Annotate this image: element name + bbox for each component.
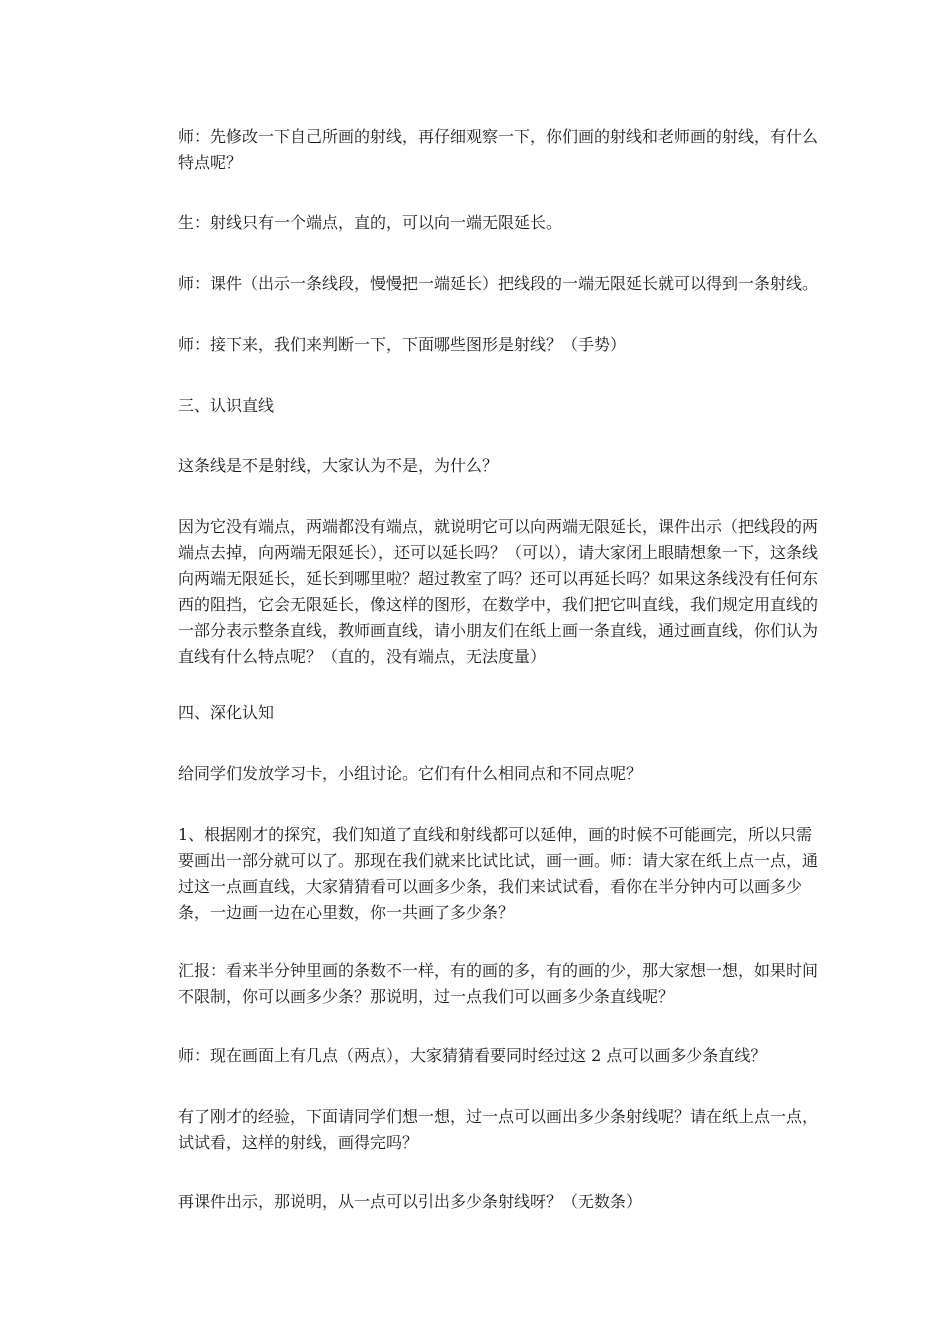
paragraph-rays-from-point: 有了刚才的经验，下面请同学们想一想，过一点可以画出多少条射线呢？请在纸上点一点，试试看，这样的射线，画得完吗？ (178, 1107, 819, 1152)
paragraph-student-ray-features: 生：射线只有一个端点，直的，可以向一端无限延长。 (178, 213, 563, 232)
section-heading-know-lines: 三、认识直线 (178, 396, 275, 415)
paragraph-teacher-observe-ray: 师：先修改一下自己所画的射线，再仔细观察一下，你们画的射线和老师画的射线，有什么特点呢？ (178, 127, 819, 172)
paragraph-infinite-rays: 再课件出示，那说明，从一点可以引出多少条射线呀？（无数条） (178, 1192, 643, 1211)
paragraph-learning-card: 给同学们发放学习卡，小组讨论。它们有什么相同点和不同点呢？ (178, 764, 643, 783)
paragraph-draw-through-point: 1、根据刚才的探究，我们知道了直线和射线都可以延伸，画的时候不可能画完，所以只需要画出一部分就可以了。那现在我们就来比试比试，画一画。师：请大家在纸上点一点，通过这一点画直线，大家猜猜看可以画多少条，我们来试试看，看你在半分钟内可以画多少条，一边画一边在心里数，你一共画了多少条？ (178, 825, 819, 922)
paragraph-line-explanation: 因为它没有端点，两端都没有端点，就说明它可以向两端无限延长，课件出示（把线段的两端点去掉，向两端无限延长），还可以延长吗？（可以），请大家闭上眼睛想象一下，这条线向两端无限延长，延长到哪里啦？超过教室了吗？还可以再延长吗？如果这条线没有任何东西的阻挡，它会无限延长，像这样的图形，在数学中，我们把它叫直线，我们规定用直线的一部分表示整条直线，教师画直线，请小朋友们在纸上画一条直线，通过画直线，你们认为直线有什么特点呢？（直的，没有端点，无法度量） (178, 517, 819, 666)
section-heading-deepen: 四、深化认知 (178, 703, 275, 722)
paragraph-is-it-ray: 这条线是不是射线，大家认为不是，为什么？ (178, 456, 499, 475)
paragraph-two-points: 师：现在画面上有几点（两点），大家猜猜看要同时经过这 2 点可以画多少条直线？ (178, 1046, 767, 1065)
paragraph-teacher-judge-rays: 师：接下来，我们来判断一下，下面哪些图形是射线？（手势） (178, 335, 627, 354)
paragraph-report: 汇报：看来半分钟里画的条数不一样，有的画的多，有的画的少，那大家想一想，如果时间不限制，你可以画多少条？那说明，过一点我们可以画多少条直线呢？ (178, 961, 819, 1006)
paragraph-teacher-courseware-ray: 师：课件（出示一条线段，慢慢把一端延长）把线段的一端无限延长就可以得到一条射线。 (178, 274, 819, 293)
